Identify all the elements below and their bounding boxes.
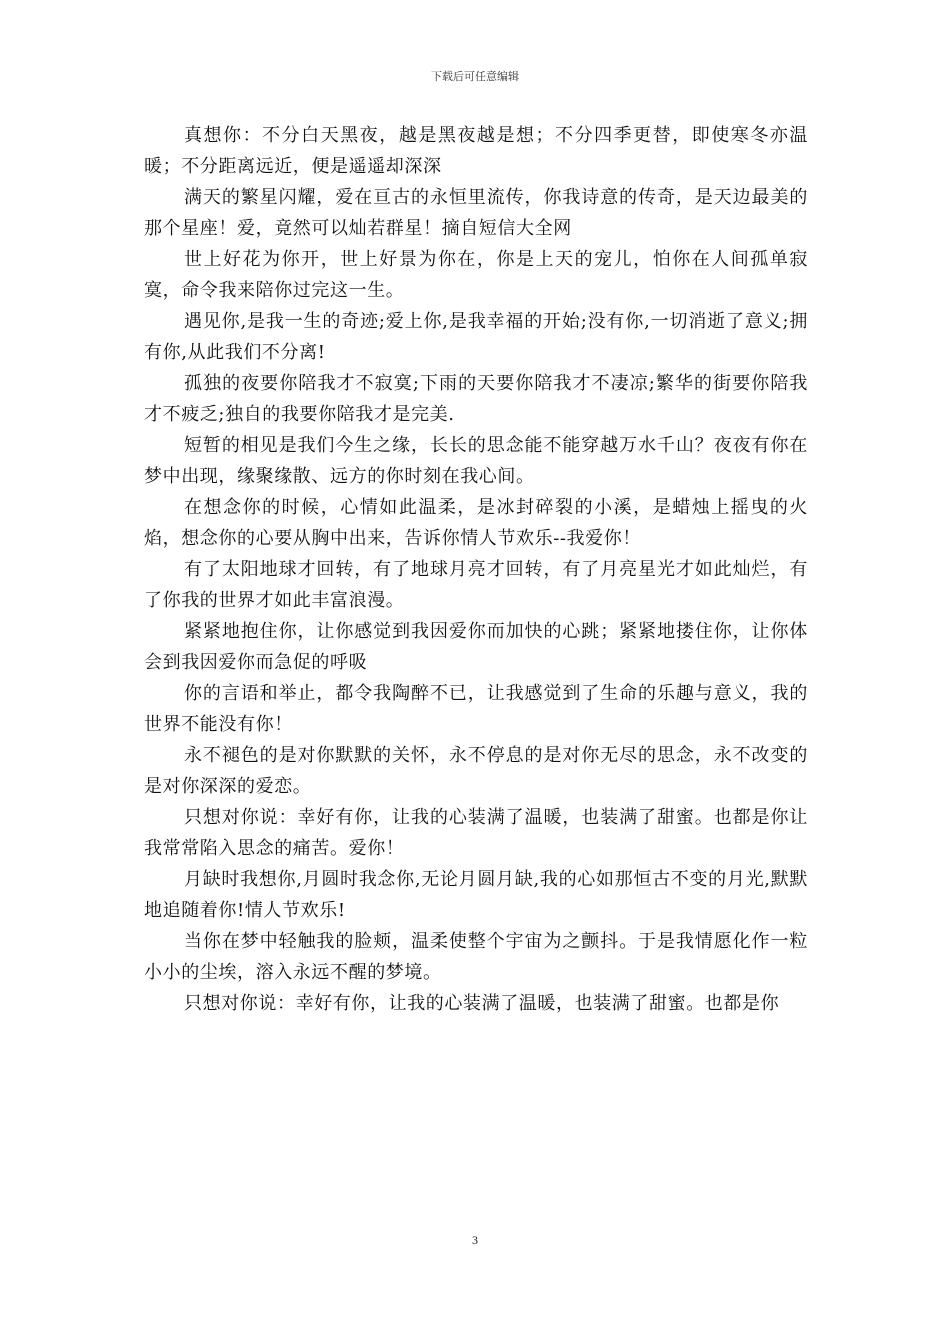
paragraph: 有了太阳地球才回转，有了地球月亮才回转，有了月亮星光才如此灿烂，有了你我的世界才如此丰富浪漫。 — [144, 559, 808, 611]
paragraph: 紧紧地抱住你，让你感觉到我因爱你而加快的心跳；紧紧地搂住你，让你体会到我因爱你而急促的呼吸 — [144, 621, 808, 673]
paragraph: 当你在梦中轻触我的脸颊，温柔使整个宇宙为之颤抖。于是我情愿化作一粒小小的尘埃，溶入永远不醒的梦境。 — [144, 931, 808, 983]
paragraph: 世上好花为你开，世上好景为你在，你是上天的宠儿，怕你在人间孤单寂寞，命令我来陪你过完这一生。 — [144, 249, 808, 301]
paragraph: 永不褪色的是对你默默的关怀，永不停息的是对你无尽的思念，永不改变的是对你深深的爱恋。 — [144, 745, 808, 797]
page-header: 下载后可任意编辑 — [431, 70, 519, 83]
page-number: 3 — [472, 1233, 478, 1247]
paragraph: 短暂的相见是我们今生之缘，长长的思念能不能穿越万水千山？夜夜有你在梦中出现，缘聚缘散、远方的你时刻在我心间。 — [144, 435, 808, 487]
document-body — [144, 120, 808, 1019]
paragraph: 真想你：不分白天黑夜，越是黑夜越是想；不分四季更替，即使寒冬亦温暖；不分距离远近，便是遥遥却深深 — [144, 125, 808, 177]
paragraph: 孤独的夜要你陪我才不寂寞;下雨的天要你陪我才不凄凉;繁华的街要你陪我才不疲乏;独自的我要你陪我才是完美. — [144, 373, 808, 425]
paragraph: 只想对你说：幸好有你，让我的心装满了温暖，也装满了甜蜜。也都是你让我常常陷入思念的痛苦。爱你！ — [144, 807, 808, 859]
paragraph: 你的言语和举止，都令我陶醉不已，让我感觉到了生命的乐趣与意义，我的世界不能没有你！ — [144, 683, 808, 735]
paragraph: 月缺时我想你,月圆时我念你,无论月圆月缺,我的心如那恒古不变的月光,默默地追随着你!情人节欢乐! — [144, 869, 808, 921]
paragraph: 满天的繁星闪耀，爱在亘古的永恒里流传，你我诗意的传奇，是天边最美的那个星座！爱，竟然可以灿若群星！摘自短信大全网 — [144, 187, 808, 239]
paragraph: 在想念你的时候，心情如此温柔，是冰封碎裂的小溪，是蜡烛上摇曳的火焰，想念你的心要从胸中出来，告诉你情人节欢乐--我爱你！ — [144, 497, 808, 549]
paragraph: 只想对你说：幸好有你，让我的心装满了温暖，也装满了甜蜜。也都是你 — [184, 993, 780, 1014]
paragraph: 遇见你,是我一生的奇迹;爱上你,是我幸福的开始;没有你,一切消逝了意义;拥有你,从此我们不分离! — [144, 311, 808, 363]
